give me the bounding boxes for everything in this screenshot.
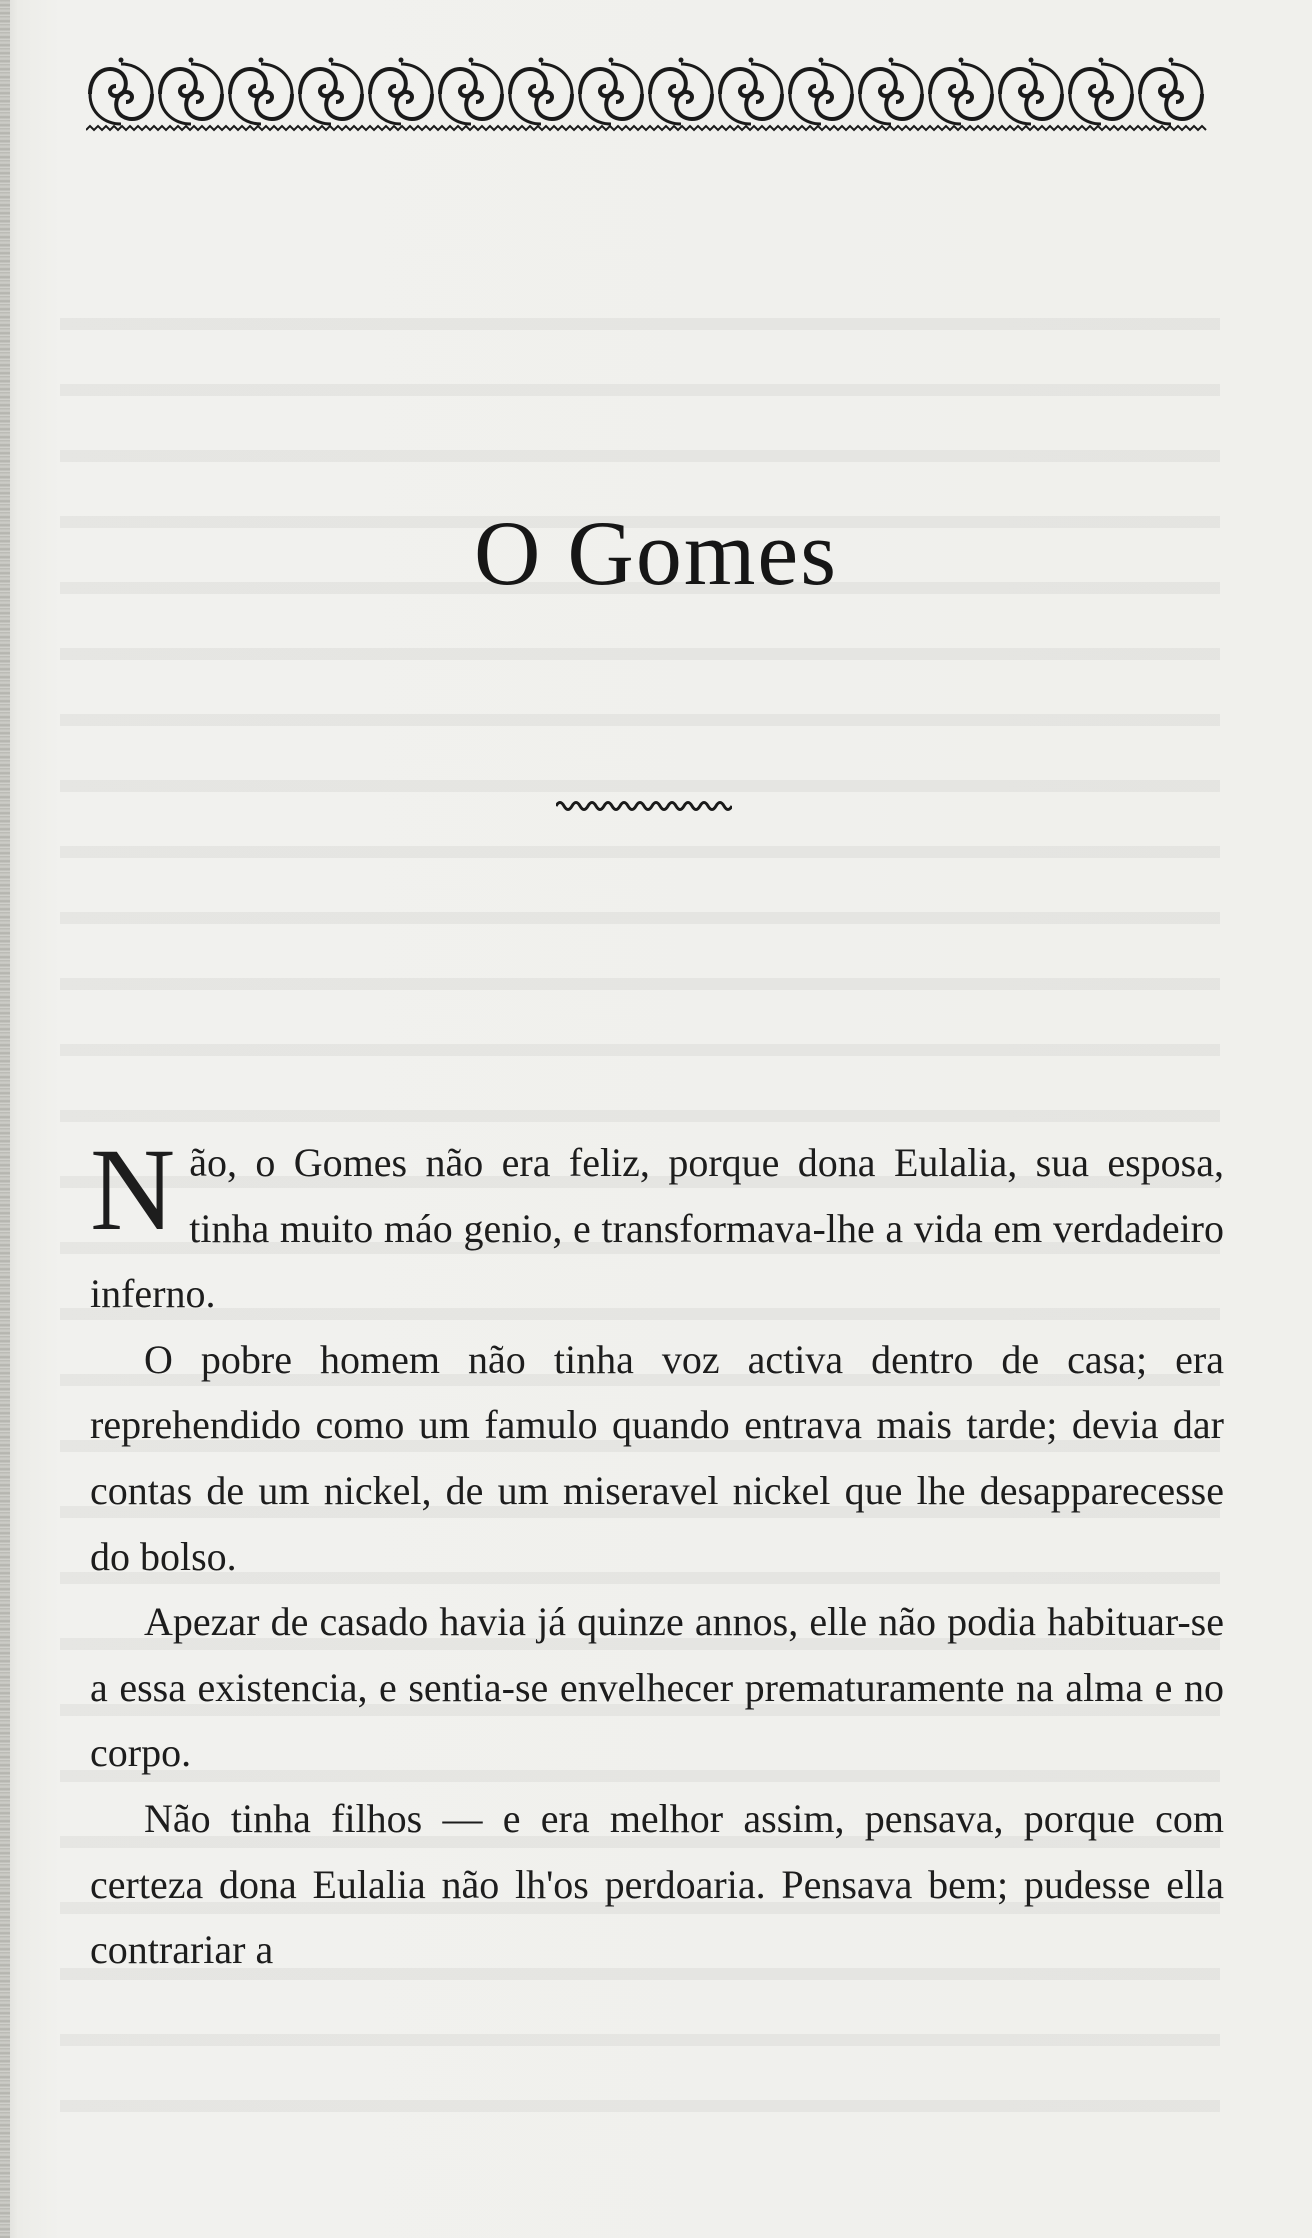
ornamental-header-border (86, 54, 1222, 134)
paragraph-4: Não tinha filhos — e era melhor assim, pensava, porque com certeza dona Eulalia não lh'os perdoaria. Pensava bem; pudesse ella contrariar a (90, 1795, 1224, 1973)
chapter-title: O Gomes (473, 502, 839, 604)
paragraph-text: ão, o Gomes não era feliz, porque dona Eulalia, sua esposa, tinha muito máo genio, e transformava-lhe a vida em verdadeiro inferno. (90, 1140, 1224, 1317)
paragraph-1 (90, 1124, 1224, 1327)
chapter-body (90, 1124, 1224, 1983)
paragraph-2: O pobre homem não tinha voz activa dentro de casa; era reprehendido como um famulo quando entrava mais tarde; devia dar contas de um nickel, de um miseravel nickel que lhe desapparecesse do bolso. (90, 1336, 1224, 1579)
page-edge-shadow (0, 0, 10, 2238)
paragraph-3: Apezar de casado havia já quinze annos, elle não podia habituar-se a essa existencia, e sentia-se envelhecer prematuramente na alma e no corpo. (90, 1599, 1224, 1776)
wavy-divider (556, 796, 732, 814)
drop-cap: N (90, 1124, 176, 1255)
